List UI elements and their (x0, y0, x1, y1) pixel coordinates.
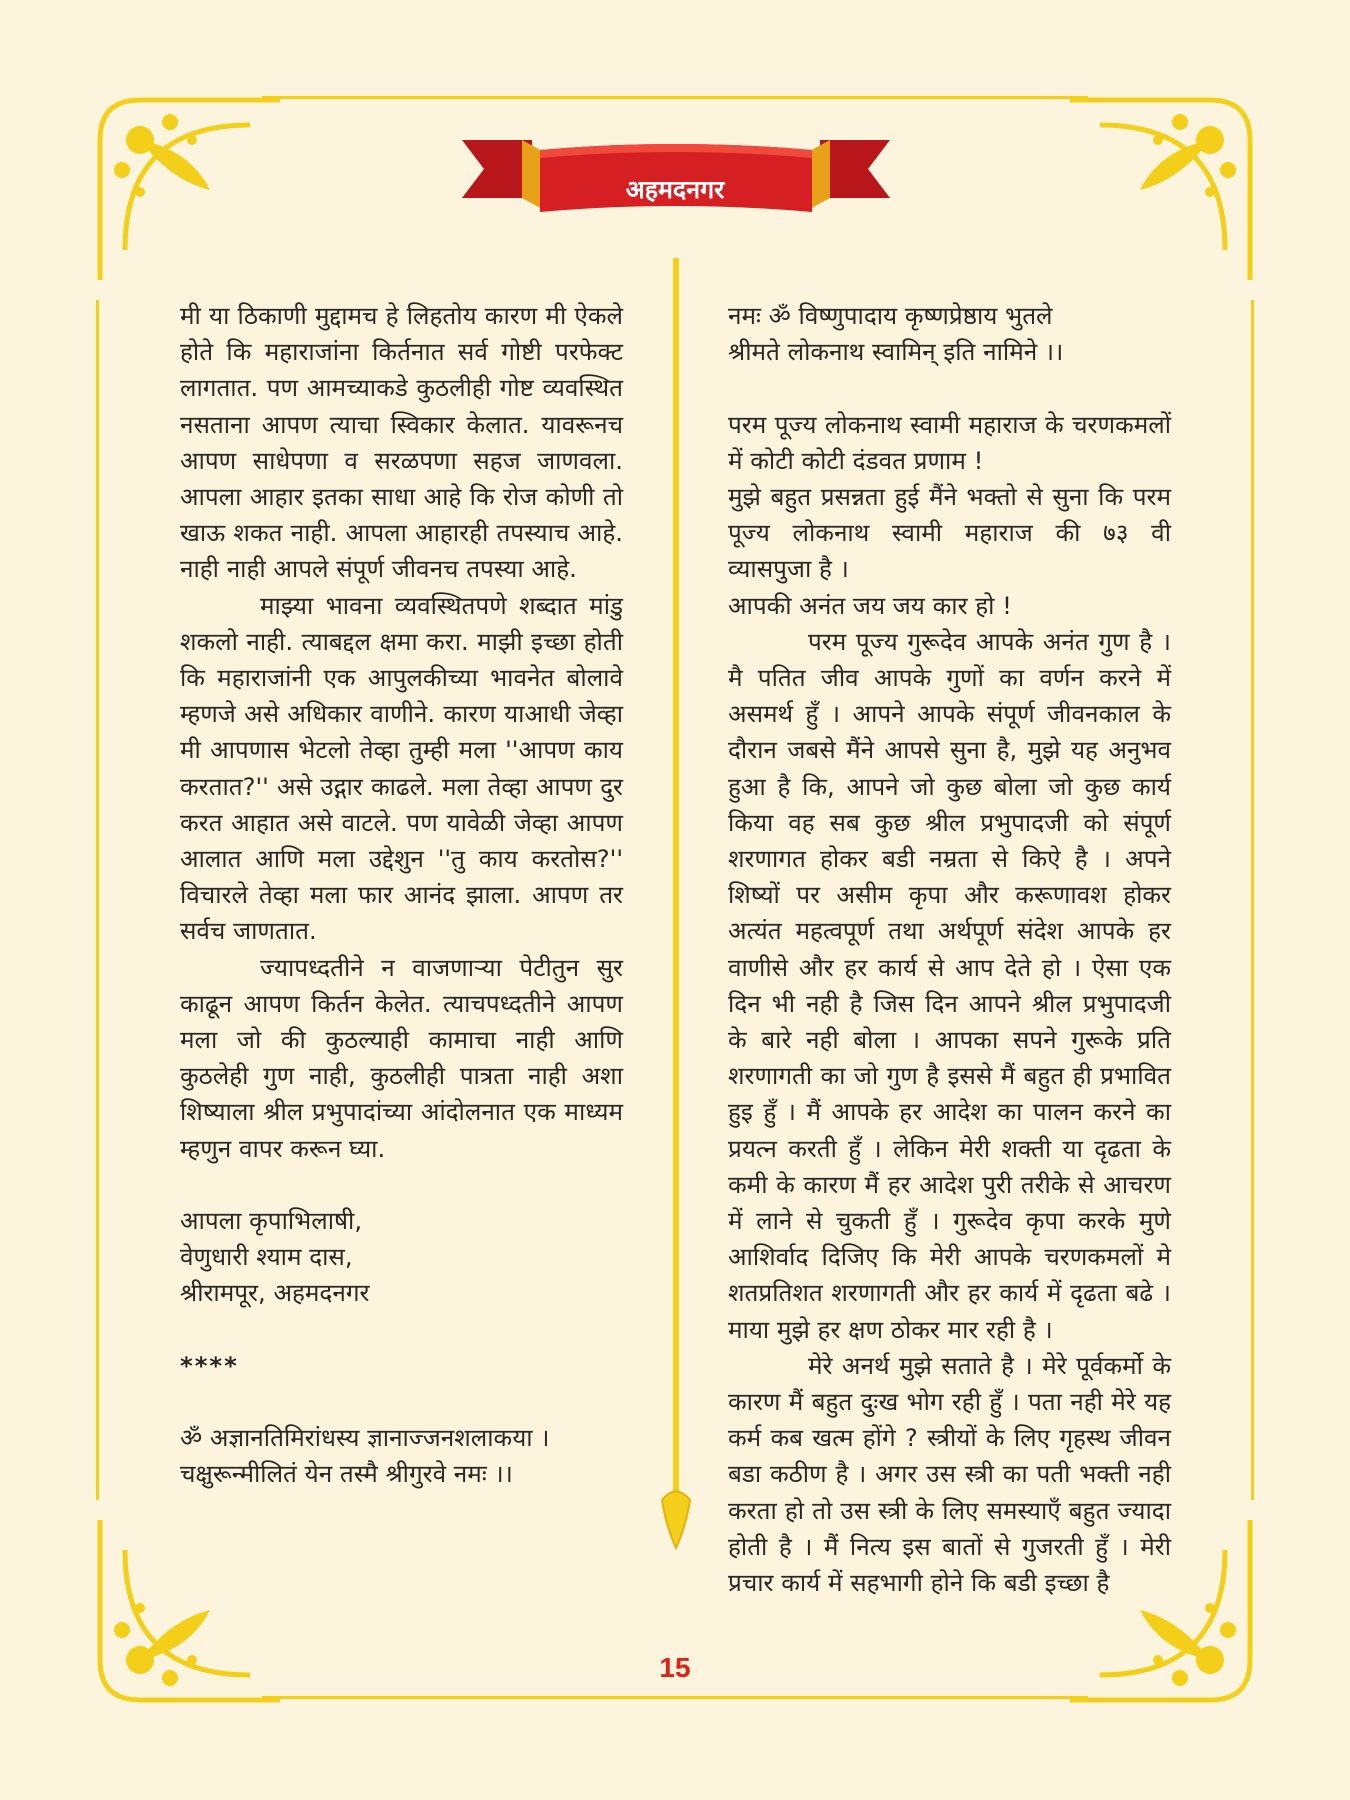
verse-block (180, 1420, 623, 1492)
separator-stars: **** (180, 1350, 239, 1380)
corner-ornament-top-right (1060, 80, 1270, 290)
page-number: 15 (659, 1652, 691, 1683)
mantra-line: नमः ॐ विष्णुपादाय कृष्णप्रेष्ठाय भुतले (728, 301, 1053, 330)
column-divider (656, 258, 696, 1558)
frame-top-line (262, 96, 1088, 99)
signature-line: वेणुधारी श्याम दास, (180, 1242, 353, 1272)
frame-right-line (1251, 300, 1254, 1500)
signature-block (180, 1203, 623, 1312)
mantra-line: श्रीमते लोकनाथ स्वामिन् इति नामिने ।। (728, 337, 1064, 367)
left-column (180, 298, 623, 1493)
signature-line: आपला कृपाभिलाषी, (180, 1206, 363, 1236)
left-paragraph-3: ज्यापध्दतीने न वाजणाऱ्या पेटीतुन सुर काढून आपण किर्तन केलेत. त्याचपध्दतीने आपण मला जो की कुठल्याही कामाचा नाही आणि कुठलेही गुण नाही, कुठलीही पात्रता नाही अशा शिष्याला श्रील प्रभुपादांच्या आंदोलनात एक माध्यम म्हणुन वापर करून घ्या. (180, 952, 623, 1163)
frame-bottom-line (262, 1696, 1088, 1699)
right-paragraph-1: परम पूज्य लोकनाथ स्वामी महाराज के चरणकमलों में कोटी कोटी दंडवत प्रणाम ! (728, 409, 1171, 475)
right-paragraph-4: परम पूज्य गुरूदेव आपके अनंत गुण है । मै पतित जीव आपके गुणों का वर्णन करने में असमर्थ हुँ । आपने आपके संपूर्ण जीवनकाल के दौरान जबसे मैंने आपसे सुना है, मुझे यह अनुभव हुआ है कि, आपने जो कुछ बोला जो कुछ कार्य किया वह सब कुछ श्रील प्रभुपादजी को संपूर्ण शरणागत होकर बडी नम्रता से किऐ है । अपने शिष्यों पर असीम कृपा और करूणावश होकर अत्यंत महत्वपूर्ण तथा अर्थपूर्ण संदेश आपके हर वाणीसे और हर कार्य से आप देते हो । ऐसा एक दिन भी नही है जिस दिन आपने श्रील प्रभुपादजी के बारे नही बोला । आपका सपने गुरूके प्रति शरणागती का जो गुण है इससे मैं बहुत ही प्रभावित हुइ हुँ । मैं आपके हर आदेश का पालन करने का प्रयत्न करती हुँ । लेकिन मेरी शक्ती या दृढता के कमी के कारण मैं हर आदेश पुरी तरीके से आचरण में लाने से चुकती हुँ । गुरूदेव कृपा करके मुणे आशिर्वाद दिजिए कि मेरी आपके चरणकमलों मे शतप्रतिशत शरणागती और हर कार्य में दृढता बढे । माया मुझे हर क्षण ठोकर मार रही है । (728, 626, 1171, 1344)
mantra-block (728, 298, 1171, 370)
corner-ornament-top-left (80, 80, 290, 290)
frame-left-line (96, 300, 99, 1500)
banner-title: अहमदनगर (625, 175, 725, 204)
right-paragraph-5: मेरे अनर्थ मुझे सताते है । मेरे पूर्वकर्मो के कारण मैं बहुत दुःख भोग रही हुँ । पता नही मेरे यह कर्म कब खत्म होंगे ? स्त्रीयों के लिए गृहस्थ जीवन बडा कठीण है । अगर उस स्त्री का पती भक्ती नही करता हो तो उस स्त्री के लिए समस्याएँ बहुत ज्यादा होती है । मैं नित्य इस बातों से गुजरती हुँ । मेरी प्रचार कार्य में सहभागी होने कि बडी इच्छा है (728, 1350, 1171, 1598)
verse-line: ॐ अज्ञानतिमिरांधस्य ज्ञानाज्जनशलाकया । (180, 1423, 550, 1453)
left-paragraph-2: माझ्या भावना व्यवस्थितपणे शब्दात मांडु शकलो नाही. त्याबद्दल क्षमा करा. माझी इच्छा होती कि महाराजांनी एक आपुलकीच्या भावनेत बोलावे म्हणजे असे अधिकार वाणीने. कारण याआधी जेव्हा मी आपणास भेटलो तेव्हा तुम्ही मला ''आपण काय करतात?'' असे उद्गार काढले. मला तेव्हा आपण दुर करत आहात असे वाटले. पण यावेळी जेव्हा आपण आलात आणि मला उद्देशुन ''तु काय करतोस?'' विचारले तेव्हा मला फार आनंद झाला. आपण तर सर्वच जाणतात. (180, 590, 623, 946)
left-paragraph-1: मी या ठिकाणी मुद्दामच हे लिहतोय कारण मी ऐकले होते कि महाराजांना किर्तनात सर्व गोष्टी परफेक्ट लागतात. पण आमच्याकडे कुठलीही गोष्ट व्यवस्थित नसताना आपण त्याचा स्विकार केलात. यावरूनच आपण साधेपणा व सरळपणा सहज जाणवला. आपला आहार इतका साधा आहे कि रोज कोणी तो खाऊ शकत नाही. आपला आहारही तपस्याच आहे. नाही नाही आपले संपूर्ण जीवनच तपस्या आहे. (180, 301, 623, 584)
signature-line: श्रीरामपूर, अहमदनगर (180, 1278, 370, 1308)
verse-line: चक्षुरून्मीलितं येन तस्मै श्रीगुरवे नमः ।। (180, 1459, 513, 1489)
right-paragraph-2: मुझे बहुत प्रसन्नता हुई मैंने भक्तो से सुना कि परम पूज्य लोकनाथ स्वामी महाराज की ७३ वी व्यासपुजा है । (728, 482, 1171, 584)
right-column (728, 298, 1171, 1601)
right-paragraph-3: आपकी अनंत जय जय कार हो ! (728, 590, 1012, 620)
corner-ornament-bottom-left (80, 1510, 290, 1720)
